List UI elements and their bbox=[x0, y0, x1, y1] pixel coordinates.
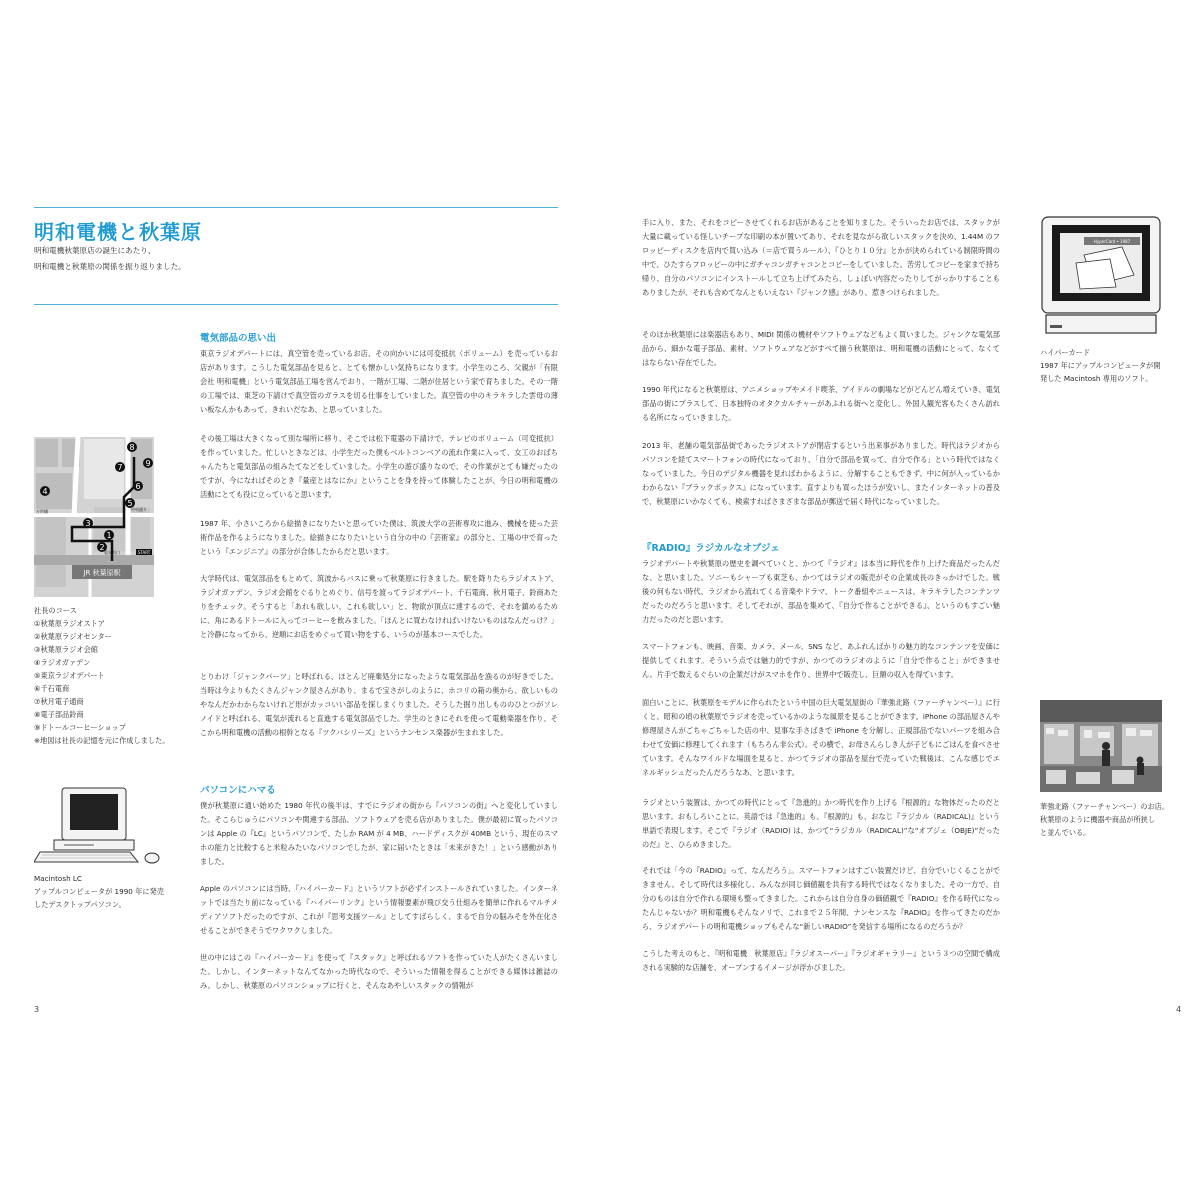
course-caption bbox=[34, 604, 194, 747]
map-marker-8: 8 bbox=[129, 443, 135, 452]
body-paragraph: 1990 年代になると秋葉原は、アニメショップやメイド喫茶、アイドルの劇場などがどんどん増えていき、電気部品の街にプラスして、日本独特のオタクカルチャーがあふれる街へと変化し、外国人観光客もたくさん訪れる名所になっていきました。 bbox=[642, 385, 1000, 422]
intro-line: 明和電機と秋葉原の関係を振り返りました。 bbox=[34, 262, 186, 271]
top-rule bbox=[34, 207, 558, 208]
intro-text bbox=[34, 243, 334, 275]
course-title: 社長のコース bbox=[34, 606, 77, 615]
course-list bbox=[34, 617, 194, 734]
body-paragraph: スマートフォンも、映画、音楽、カメラ、メール、SNS など、あふれんばかりの魅力的なコンテンツを安価に提供してくれます。そういう点では魅力的ですが、かつてのラジオのように「自分で作ること」ができません。片手で数えるぐらいの企業だけがスマホを作り、世界中で販売し、巨額の収入を得ています。 bbox=[642, 642, 1000, 679]
market-photo-graphic bbox=[1040, 700, 1162, 792]
body-paragraph: ラジオデパートや秋葉原の歴史を調べていくと、かつて『ラジオ』は本当に時代を作り上げた商品だったんだな、と思いました。ソニーもシャープも東芝も、かつてはラジオの販売がその企業成長のきっかけでした。戦後の何もない時代、ラジオから流れてくる音楽やドラマ、トーク番組やニュースは、キラキラしたコンテンツだったのだろうと思います。そしてそれが、部品を集めて、『自分で作ることができる』、というのもすごい魅力だったのだと思います。 bbox=[642, 559, 1000, 624]
body-paragraph: それでは「今の『RADIO』って、なんだろう」。スマートフォンはすごい装置だけど、自分でいじくることができません。そして時代は多様化し、みんなが同じ価値観を共有する時代ではなくなりました。その一方で、自分のものは自分で作れる環境も整ってきました。これからは自分自身の価値観で『RADIO』を作る時代になったんじゃないか？明和電機もそんなノリで、これまで２５年間、ナンセンスな『RADIO』を作ってきたのだから、ラジオデパートの明和電機ショップもそんな“新しいRADIO”を発信する場所になるのだろうか？ bbox=[642, 866, 1000, 931]
mac-caption-line: アップルコンピュータが 1990 年に発売 bbox=[34, 887, 164, 896]
hypercard-caption-line: 1987 年にアップルコンピュータが開 bbox=[1040, 361, 1161, 370]
monitor-icon bbox=[1040, 215, 1162, 337]
street-label-chuo: 中央通り bbox=[131, 507, 147, 512]
map-marker-4: 4 bbox=[42, 487, 48, 496]
course-item: ④ラジオガァデン bbox=[34, 658, 91, 667]
body-paragraph: そのほか秋葉原には楽器店もあり、MIDI 関係の機材やソフトウェアなどもよく買いました。ジャンクな電気部品から、細かな電子部品、素材、ソフトウェアなどがすべて揃う秋葉原は、明和電機の活動にとって、なくてはならない存在でした。 bbox=[642, 330, 1000, 367]
map-marker-3: 3 bbox=[85, 519, 91, 528]
body-paragraph: 面白いことに、秋葉原をモデルに作られたという中国の巨大電気屋街の『華強北路（ファーチャンベー）』に行くと、昭和の頃の秋葉原でラジオを売っているかのような風景を見ることができます。iPhone の部品屋さんや修理屋さんがごちゃごちゃした店の中、見事な手さばきで iPhone を分解し、正規部品でないパーツを組み合わせて安価に修理してくれます（もちろん非公式）。その横で、お母さんらしき人が子どもにごはんを食べさせています。そんなワイルドな場面を見ると、かつてラジオの部品を屋台で売っていた戦後は、こんな感じでエネルギッシュだったんだろうなあ、と思います。 bbox=[642, 698, 1000, 777]
map-marker-5: 5 bbox=[127, 499, 133, 508]
intro-line: 明和電機秋葉原店の誕生にあたり、 bbox=[34, 246, 156, 255]
mac-caption-line: したデスクトップパソコン。 bbox=[34, 900, 126, 909]
section-heading-parts: 電気部品の思い出 bbox=[200, 333, 277, 344]
market-photo bbox=[1040, 700, 1162, 792]
body-paragraph: 2013 年、老舗の電気部品街であったラジオストアが閉店するという出来事がありました。時代はラジオからパソコンを経てスマートフォンの時代になっており、「自分で部品を買って、自分で作る」という時代ではなくなっていました。今日のデジタル機器を見ればわかるように、分解することもできず、中に何が入っているかわからない『ブラックボックス』になっています。直すよりも買ったほうが安いし、またインターネットの普及で、秋葉原にいかなくても、検索すればさまざまな部品が郵送で届く時代になっていました。 bbox=[642, 441, 1000, 506]
map-note: ※地図は社長の記憶を元に作成しました。 bbox=[34, 736, 170, 745]
hypercard-illustration bbox=[1040, 215, 1162, 337]
course-item: ②秋葉原ラジオセンター bbox=[34, 632, 112, 641]
body-paragraph: とりわけ「ジャンクパーツ」と呼ばれる、ほとんど廃棄処分になったような電気部品を漁るのが好きでした。当時は今よりもたくさんジャンク屋さんがあり、まるで宝さがしのように、ホコリの箱の奥から、欲しいものやなんだかわからないけれど形がカッコいい部品を探しまくりました。そうした掘り出しもののひとつがソレノイドと呼ばれる、電気が流れると直進する電気部品でした。学生のときにそれを使って電動楽器を作り、そこから明和電機の活動の根幹となる『ツクバシリーズ』というナンセンス楽器が生まれました。 bbox=[200, 672, 558, 737]
page-number-left: 3 bbox=[34, 1005, 40, 1014]
body-paragraph: 世の中にはこの『ハイパーカード』を使って『スタック』と呼ばれるソフトを作っていた人がたくさんいました。しかし、インターネットなんてなかった時代なので、そういった情報を得ることができる媒体は雑誌のみ。しかし、秋葉原のパソコンショップに行くと、そんなあやしいスタックの情報が bbox=[200, 953, 558, 990]
intro-rule bbox=[34, 304, 558, 305]
hypercard-caption-line: 発した Macintosh 専用のソフト。 bbox=[1040, 374, 1153, 383]
mac-caption-title: Macintosh LC bbox=[34, 874, 82, 883]
map-marker-2: 2 bbox=[99, 543, 105, 552]
body-paragraph: その後工場は大きくなって別な場所に移り、そこでは松下電器の下請けで、テレビのボリューム（可変抵抗）を作っていました。忙しいときなどは、小学生だった僕もベルトコンベアの流れ作業に入って、女工のおばちゃんたちと電気部品の組みたてなどをしていました。小学生の遊び盛りなので、その作業がとても嫌だったのですが、今になればそのとき『量産とはなにか』ということを身を持って体験したことが、今日の明和電機の活動にとても役に立っていると思います。 bbox=[200, 434, 558, 499]
body-paragraph: 僕が秋葉原に通い始めた 1980 年代の後半は、すでにラジオの街から『パソコンの街』へと変化していました。そこらじゅうにパソコンや関連する部品、ソフトウェアを売る店がありました。僕が最初に買ったパソコンは Apple の『LC』というパソコンで、たしか RAM が 4 MB、ハードディスクが 40MB という、現在のスマホの能力と比較すると米粒みたいなパソコンでしたが、家に届いたときは「未来がきた！」という感動がありました。 bbox=[200, 801, 558, 866]
map-station-label: JR 秋葉原駅 bbox=[83, 569, 121, 577]
map-start-badge: START bbox=[137, 550, 151, 555]
mac-caption bbox=[34, 872, 194, 911]
map-marker-7: 7 bbox=[117, 463, 123, 472]
body-paragraph: 1987 年、小さいころから絵描きになりたいと思っていた僕は、筑波大学の芸術専攻に進み、機械を使った芸術作品を作るようになりました。絵描きになりたいという自分の中の『芸術家』の部分と、工場の中で育ったという『エンジニア』の部分が合体したからだと思います。 bbox=[200, 519, 558, 556]
section-heading-radio: 『RADIO』ラジカルなオブジェ bbox=[642, 543, 780, 554]
map-marker-6: 6 bbox=[135, 482, 141, 491]
page-number-right: 4 bbox=[1176, 1005, 1182, 1014]
market-caption-line: 秋葉原のように機器や商品が所狭し bbox=[1040, 815, 1156, 824]
street-label-mansei: 万世橋 bbox=[36, 509, 48, 514]
body-paragraph: こうした考えのもと、『明和電機 秋葉原店』『ラジオスーパー』『ラジオギャラリー』という３つの空間で構成される実験的な店舗を、オープンするイメージが浮かびました。 bbox=[642, 949, 1000, 972]
market-caption bbox=[1040, 800, 1180, 839]
macintosh-lc-illustration bbox=[34, 782, 164, 866]
map-graphic bbox=[34, 437, 154, 597]
map-exit-label: 電気街口 bbox=[104, 550, 120, 555]
body-paragraph: ラジオという装置は、かつての時代にとって『急進的』かつ時代を作り上げる『根源的』な物体だったのだと思います。おもしろいことに、英語では『急進的』も、『根源的』も、おなじ『ラジカル（RADICAL)』という単語で表現します。そこで『ラジオ（RADIO) は、かつて“ラジカル（RADICAL)”な“オブジェ（OBJE)”だったのだ』と、ひらめきました。 bbox=[642, 798, 1000, 849]
market-caption-line: と並んでいる。 bbox=[1040, 828, 1091, 837]
hypercard-caption-title: ハイパーカード bbox=[1040, 348, 1091, 357]
course-item: ⑥千石電商 bbox=[34, 684, 70, 693]
hypercard-window-title: HyperCard • 1987 bbox=[1093, 239, 1131, 244]
map-marker-9: 9 bbox=[145, 459, 151, 468]
map-marker-1: 1 bbox=[106, 531, 112, 540]
body-paragraph: 手に入り、また、それをコピーさせてくれるお店があることを知りました。そういったお店では、スタックが大量に載っている怪しいチープな印刷の本が置いてあり、それを見ながら欲しいスタックを決め、1.44M のフロッピーディスクを店内で買い込み（＝店で買うルール）、『ひとり１０分』とかが決められている制限時間の中で、ひたすらフロッピーの中にガチャコンガチャコンとコピーをしていました。苦労してコピーを家まで持ち帰り、自分のパソコンにインストールして立ち上げてみたら、しょぼい内容だったりしてがっかりすることもありましたが、それも含めてなんともいえない『ジャンク感』があり、惹きつけられました。 bbox=[642, 218, 1000, 297]
course-item: ⑤東京ラジオデパート bbox=[34, 671, 105, 680]
akihabara-map bbox=[34, 437, 154, 597]
computer-icon bbox=[34, 782, 164, 866]
body-paragraph: 東京ラジオデパートには、真空管を売っているお店、その向かいには可変抵抗（ボリューム）を売っているお店があります。こうした電気部品を見ると、とても懐かしい気持ちになります。小学生のころ、父親が「有限会社 明和電機」という電気部品工場を営んでおり、一階が工場、二階が住居という家で育ちました。その一階の工場では、東芝の下請けで真空管のガラスを切る仕事をしていました。真空管の中のキラキラした雲母の薄い板なんかもあって、きれいだなあ、と思っていました。 bbox=[200, 349, 558, 414]
page-title: 明和電機と秋葉原 bbox=[34, 220, 202, 244]
course-item: ③秋葉原ラジオ会館 bbox=[34, 645, 98, 654]
course-item: ①秋葉原ラジオストア bbox=[34, 619, 105, 628]
course-item: ⑨ドトールコーヒーショップ bbox=[34, 723, 126, 732]
body-paragraph: 大学時代は、電気部品をもとめて、筑波からバスに乗って秋葉原に行きました。駅を降りたらラジオストア、ラジオガァデン、ラジオ会館をぐるりとめぐり、信号を渡ってラジオデパート、千石電商、秋月電子、鈴商あたりをチェック。そうすると「あれも欲しい、これも欲しい」と、物欲が頂点に達するので、それを鎮めるために、角にあるドトールに入ってコーヒーを飲みました。「ほんとに買わなければいけないものはなんだっけ？」と冷静になってから、逆順にお店をめぐって買い物をする、いうのが基本コースでした。 bbox=[200, 574, 558, 639]
section-heading-pc: パソコンにハマる bbox=[200, 785, 276, 796]
course-item: ⑦秋月電子通商 bbox=[34, 697, 84, 706]
hypercard-caption bbox=[1040, 346, 1180, 385]
body-paragraph: Apple のパソコンには当時、『ハイパーカード』というソフトが必ずインストールされていました。インターネットでは当たり前になっている『ハイパーリンク』という情報要素が飛び交う仕組みを簡単に作れるマルチメディアソフトだったのですが、これが『思考支援ツール』としてすばらしく、まるで自分の脳みそを外在化させることができそうでワクワクしました。 bbox=[200, 884, 558, 935]
market-caption-line: 華強北路（ファーチャンベー）のお店。 bbox=[1040, 802, 1170, 811]
course-item: ⑧電子部品鈴商 bbox=[34, 710, 84, 719]
